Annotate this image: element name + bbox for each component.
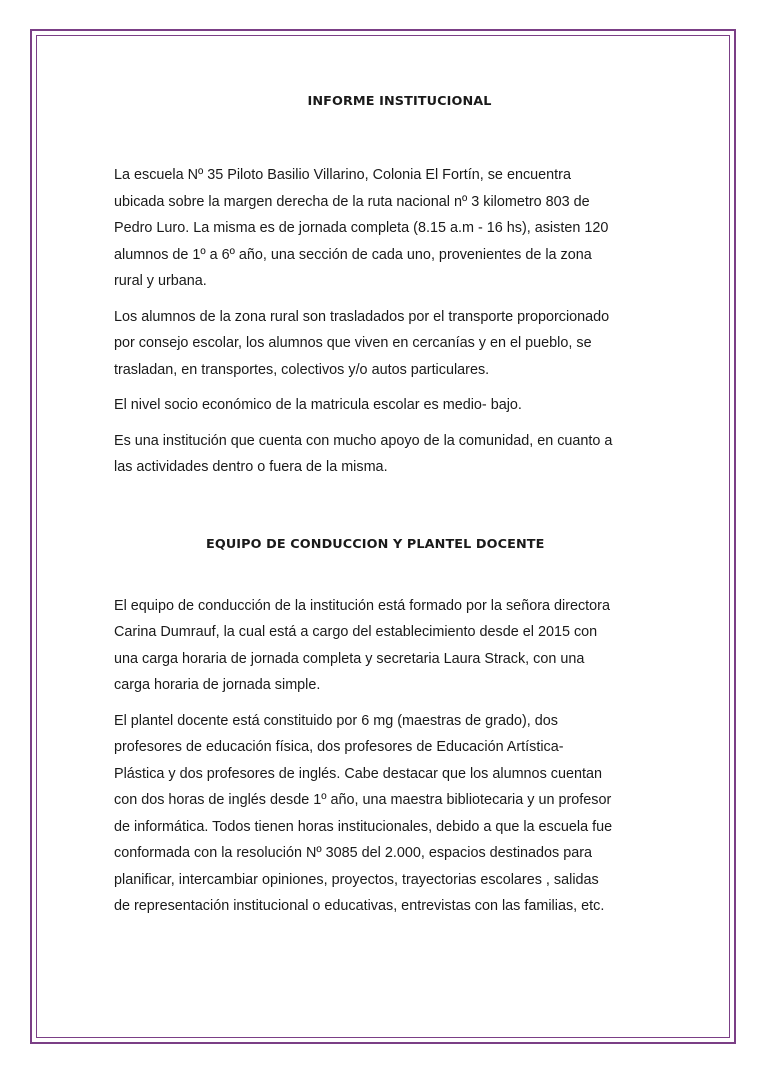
text-line: alumnos de 1º a 6º año, una sección de cada uno, provenientes de la zona [114, 246, 592, 263]
paragraph-transport [114, 304, 659, 384]
paragraph-socioeconomic [114, 392, 659, 419]
text-line: una carga horaria de jornada completa y secretaria Laura Strack, con una [114, 650, 585, 667]
text-line: por consejo escolar, los alumnos que viven en cercanías y en el pueblo, se [114, 335, 592, 351]
text-line: Carina Dumrauf, la cual está a cargo del establecimiento desde el 2015 con [114, 624, 598, 640]
paragraph-school-intro [114, 162, 659, 295]
text-line: las actividades dentro o fuera de la misma. [114, 459, 388, 475]
document-title: INFORME INSTITUCIONAL [307, 94, 492, 109]
paragraph-management-team [114, 593, 659, 699]
paragraph-community [114, 428, 659, 481]
text-line: ubicada sobre la margen derecha de la ruta nacional nº 3 kilometro 803 de [114, 193, 590, 210]
text-line: conformada con la resolución Nº 3085 del 2.000, espacios destinados para [114, 845, 593, 861]
text-line: El nivel socio económico de la matricula escolar es medio- bajo. [114, 397, 522, 413]
text-line: El equipo de conducción de la institución está formado por la señora directora [114, 597, 610, 614]
text-line: de representación institucional o educativas, entrevistas con las familias, etc. [114, 898, 605, 914]
text-line: con dos horas de inglés desde 1º año, una maestra bibliotecaria y un profesor [114, 792, 612, 808]
section-heading: EQUIPO DE CONDUCCION Y PLANTEL DOCENTE [206, 536, 545, 552]
document-page [114, 92, 659, 920]
text-line: La escuela Nº 35 Piloto Basilio Villarino, Colonia El Fortín, se encuentra [114, 167, 571, 183]
text-line: rural y urbana. [114, 273, 207, 289]
text-line: El plantel docente está constituido por 6 mg (maestras de grado), dos [114, 712, 558, 729]
text-line: profesores de educación física, dos profesores de Educación Artística- [114, 739, 564, 755]
text-line: trasladan, en transportes, colectivos y/o autos particulares. [114, 361, 490, 378]
text-line: Pedro Luro. La misma es de jornada completa (8.15 a.m - 16 hs), asisten 120 [114, 220, 609, 236]
text-line: Los alumnos de la zona rural son trasladados por el transporte proporcionado [114, 308, 610, 325]
text-line: Es una institución que cuenta con mucho apoyo de la comunidad, en cuanto a [114, 432, 613, 449]
text-line: de informática. Todos tienen horas institucionales, debido a que la escuela fue [114, 818, 613, 835]
paragraph-teaching-staff [114, 708, 659, 920]
text-line: carga horaria de jornada simple. [114, 677, 321, 693]
text-line: Plástica y dos profesores de inglés. Cabe destacar que los alumnos cuentan [114, 765, 602, 782]
text-line: planificar, intercambiar opiniones, proyectos, trayectorias escolares , salidas [114, 871, 599, 888]
